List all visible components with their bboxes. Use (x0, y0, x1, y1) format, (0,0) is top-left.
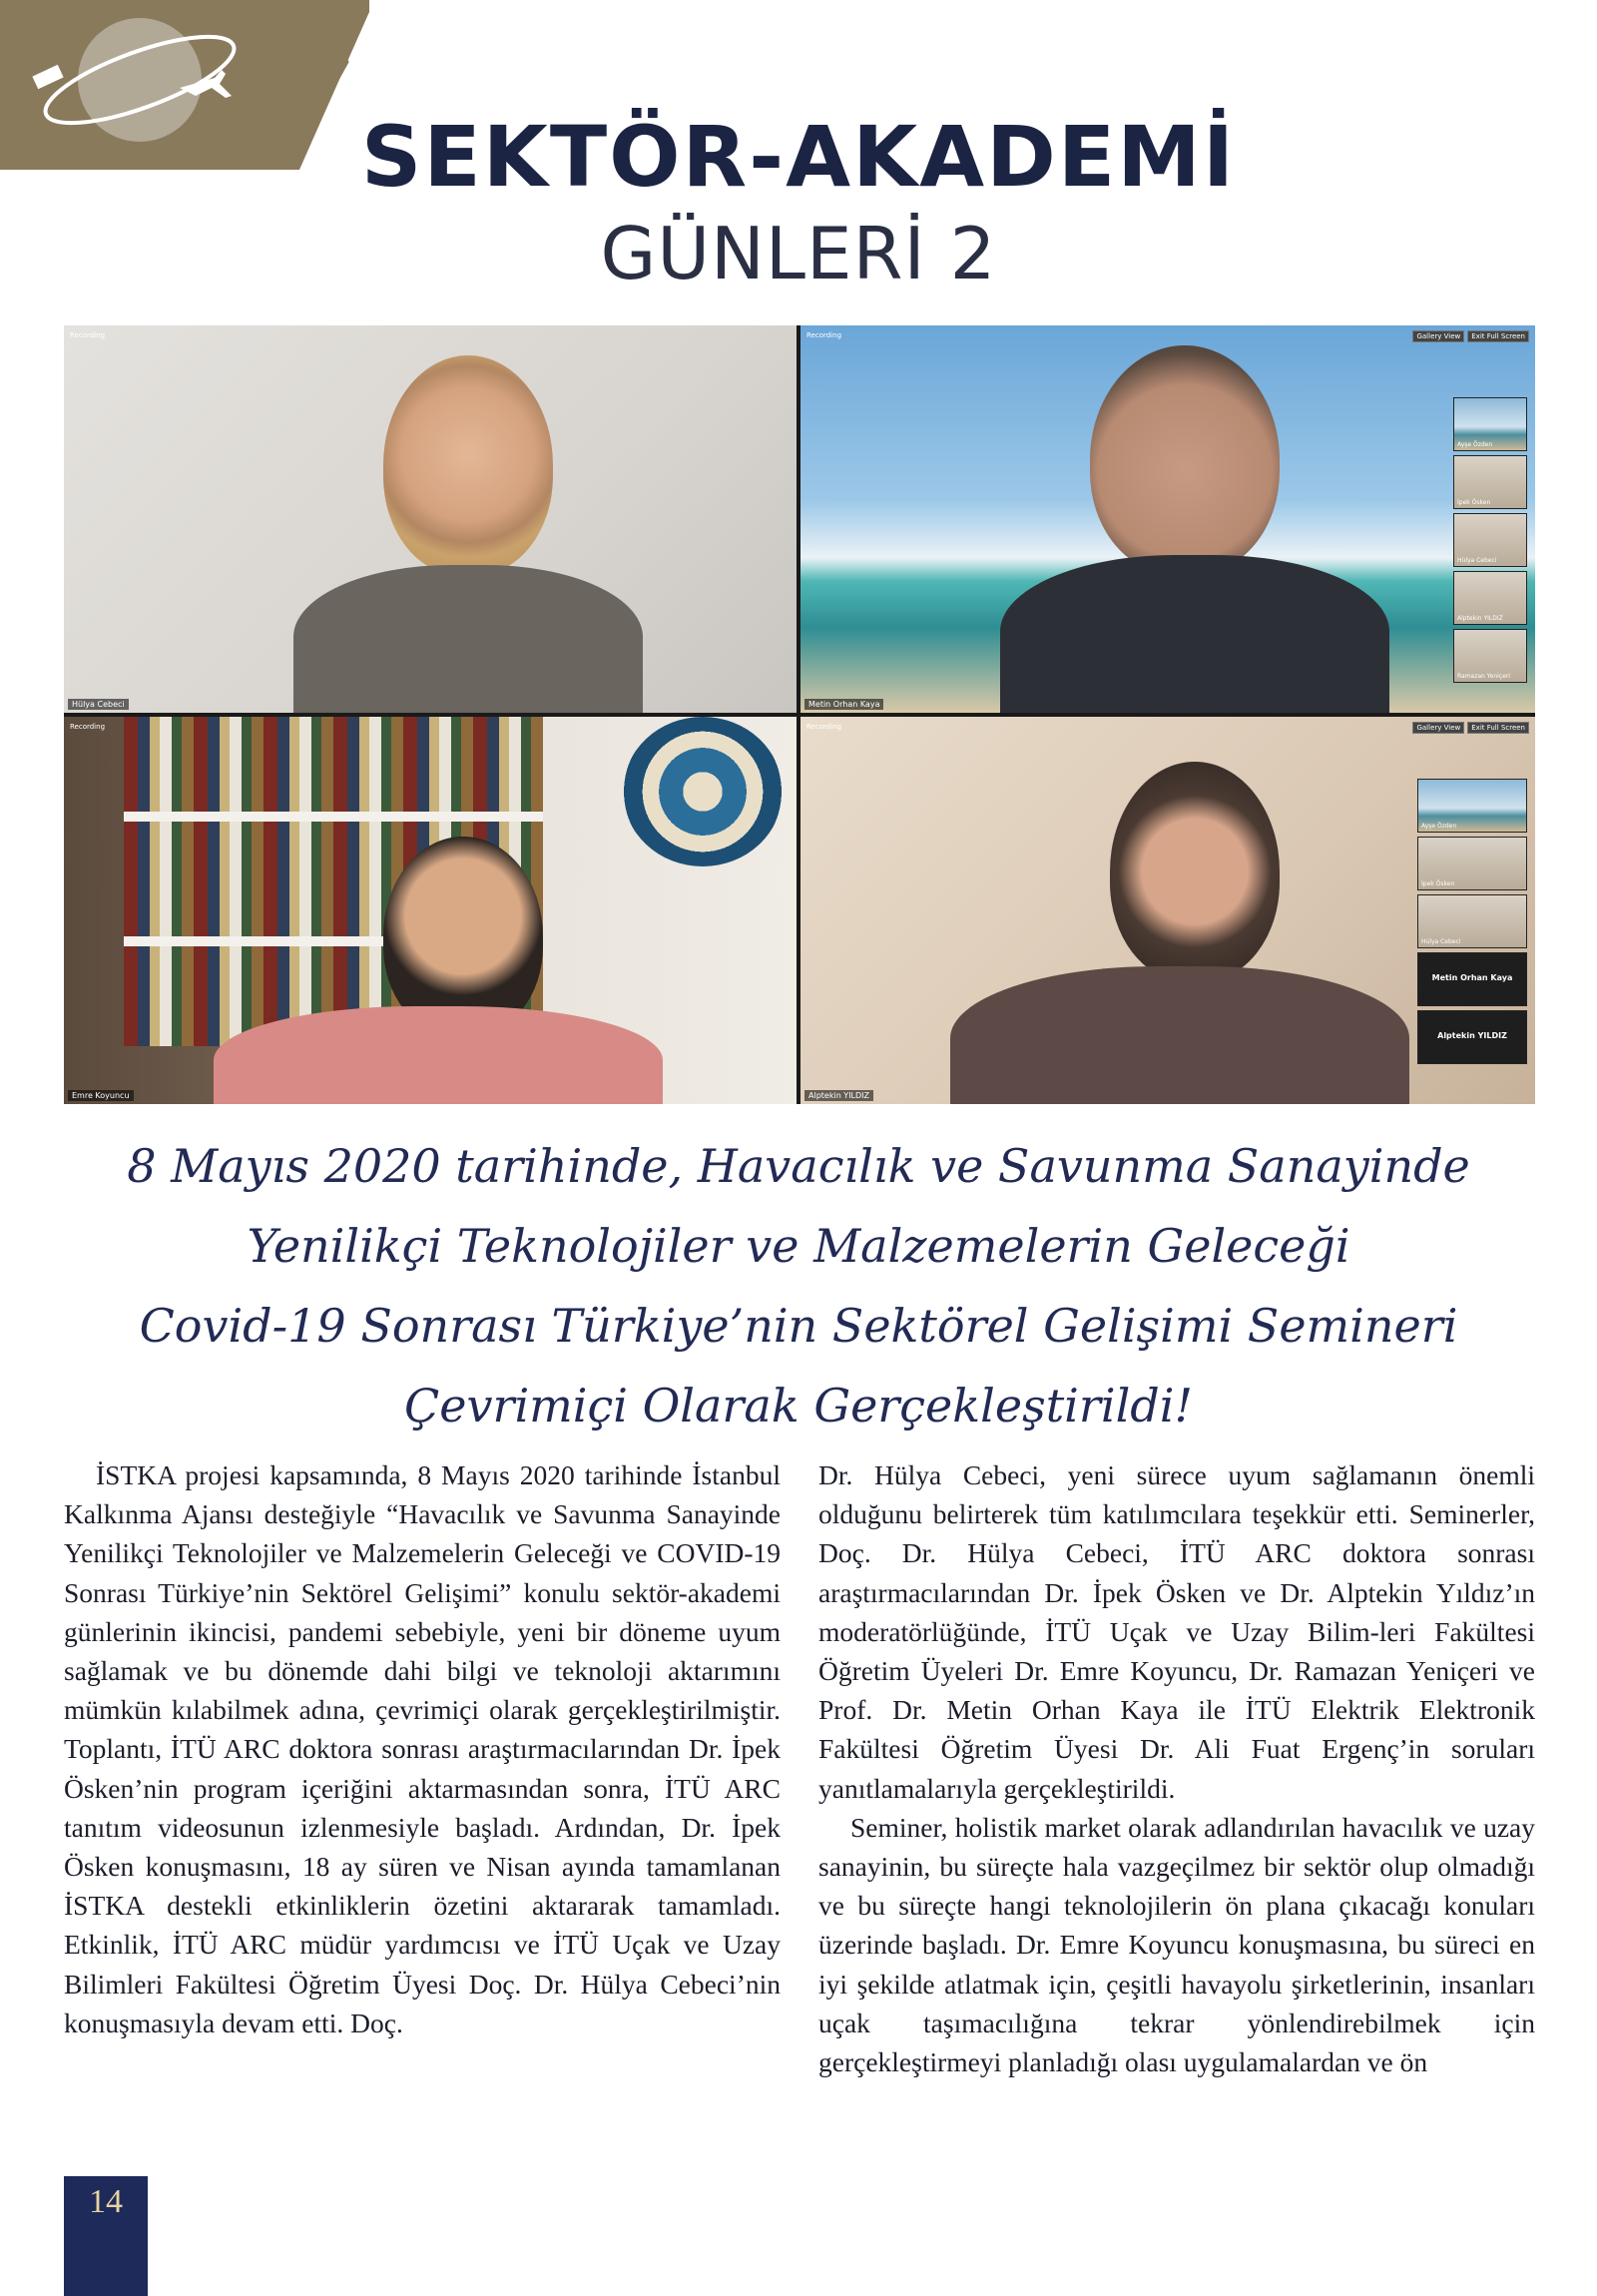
headline-line: Çevrimiçi Olarak Gerçekleştirildi! (404, 1379, 1193, 1433)
article-paragraph: İSTKA projesi kapsamında, 8 Mayıs 2020 tarihinde İstanbul Kalkınma Ajansı desteğiyle “Havacılık ve Savunma Sanayinde Yenilikçi Teknolojiler ve Malzemelerin Geleceği ve COVID-19 Sonrası Türkiye’nin Sektörel Gelişimi” konulu sektör-akademi günlerinin ikincisi, pandemi sebebiyle, yeni bir döneme uyum sağlamak ve bu dönemde dahi bilgi ve teknoloji aktarımını mümkün kılabilmek adına, çevrimiçi olarak gerçekleştirilmiştir. Toplantı, İTÜ ARC doktora sonrası araştırmacılarından Dr. İpek Ösken’nin program içeriğini aktarmasından sonra, İTÜ ARC tanıtım videosunun izlenmesiyle başladı. Ardından, Dr. İpek Ösken konuşmasını, 18 ay süren ve Nisan ayında tamamlanan İSTKA destekli etkinliklerin özetini aktararak tamamladı. Etkinlik, İTÜ ARC müdür yardımcısı ve İTÜ Uçak ve Uzay Bilimleri Fakültesi Öğretim Üyesi Doç. Dr. Hülya Cebeci’nin konuşmasıyla devam etti. Doç. (64, 1459, 781, 2038)
participant-thumbnail[interactable]: Alptekin YILDIZ (1453, 571, 1527, 625)
gallery-view-button[interactable]: Gallery View (1412, 330, 1464, 342)
participant-name-tag: Hülya Cebeci (68, 699, 129, 710)
participant-thumbnail[interactable]: Ayşe Özden (1453, 397, 1527, 451)
video-tile-3 (64, 717, 797, 1104)
participant-figure (1110, 762, 1280, 981)
participant-thumbnail[interactable]: İpek Ösken (1417, 837, 1527, 890)
participant-thumbnail[interactable]: Alptekin YILDIZ (1417, 1010, 1527, 1064)
recording-indicator: Recording (70, 723, 106, 731)
participant-figure (383, 355, 553, 575)
video-tile-2 (800, 325, 1535, 713)
recording-indicator: Recording (806, 723, 842, 731)
article-paragraph: Dr. Hülya Cebeci, yeni sürece uyum sağlamanın önemli olduğunu belirterek tüm katılımcılara teşekkür etti. Seminerler, Doç. Dr. Hülya Cebeci, İTÜ ARC doktora sonrası araştırmacılarından Dr. İpek Ösken ve Dr. Alptekin Yıldız’ın moderatörlüğünde, İTÜ Uçak ve Uzay Bilim-leri Fakültesi Öğretim Üyeleri Dr. Emre Koyuncu, Dr. Ramazan Yeniçeri ve Prof. Dr. Metin Orhan Kaya ile İTÜ Elektrik Elektronik Fakültesi Öğretim Üyesi Dr. Ali Fuat Ergenç’in soruları yanıtlamalarıyla gerçekleştirildi. (818, 1459, 1535, 1804)
view-buttons (1412, 722, 1529, 734)
participant-thumbnail-strip (1417, 779, 1527, 1064)
gallery-view-button[interactable]: Gallery View (1412, 722, 1464, 734)
participant-thumbnail[interactable]: Ayşe Özden (1417, 779, 1527, 833)
exit-full-screen-button[interactable]: Exit Full Screen (1467, 330, 1529, 342)
video-tile-1 (64, 325, 797, 713)
participant-thumbnail[interactable]: Ramazan Yeniçeri (1453, 629, 1527, 683)
participant-thumbnail[interactable]: İpek Ösken (1453, 455, 1527, 509)
participant-name-tag: Metin Orhan Kaya (804, 699, 883, 710)
recording-indicator: Recording (70, 331, 106, 339)
page-number: 14 (64, 2176, 148, 2296)
participant-thumbnail-strip (1453, 397, 1527, 683)
headline-line: Covid-19 Sonrası Türkiye’nin Sektörel Gelişimi Semineri (139, 1299, 1458, 1353)
exit-full-screen-button[interactable]: Exit Full Screen (1467, 722, 1529, 734)
article-column-left (64, 1455, 781, 2042)
wall-ornament (623, 717, 783, 866)
video-tile-4 (800, 717, 1535, 1104)
participant-name-tag: Alptekin YILDIZ (804, 1090, 873, 1101)
participant-thumbnail[interactable]: Hülya Cebeci (1417, 894, 1527, 948)
participant-thumbnail[interactable]: Metin Orhan Kaya (1417, 952, 1527, 1006)
article-paragraph: Seminer, holistik market olarak adlandırılan havacılık ve uzay sanayinin, bu süreçte hala vazgeçilmez bir sektör olup olmadığı ve bu süreçte hangi teknolojilerin ön plana çıkacağı konuları üzerinde başladı. Dr. Emre Koyuncu konuşmasına, bu süreci en iyi şekilde atlatmak için, çeşitli havayolu şirketlerinin, insanları uçak taşımacılığına tekrar yönlendirebilmek için gerçekleştirmeyi planladığı olası uygulamalardan ve ön (818, 1811, 1535, 2078)
headline-line: 8 Mayıs 2020 tarihinde, Havacılık ve Savunma Sanayinde (127, 1139, 1470, 1193)
article-headline (60, 1126, 1537, 1445)
participant-figure (1090, 345, 1280, 575)
headline-line: Yenilikçi Teknolojiler ve Malzemelerin Geleceği (247, 1219, 1350, 1273)
page-title: SEKTÖR-AKADEMİ (360, 108, 1237, 206)
participant-thumbnail[interactable]: Hülya Cebeci (1453, 513, 1527, 567)
page-subtitle: GÜNLERİ 2 (600, 212, 997, 295)
participant-name-tag: Emre Koyuncu (68, 1090, 134, 1101)
view-buttons (1412, 330, 1529, 342)
recording-indicator: Recording (806, 331, 842, 339)
video-call-screenshot (64, 325, 1535, 1104)
article-column-right (818, 1455, 1535, 2081)
